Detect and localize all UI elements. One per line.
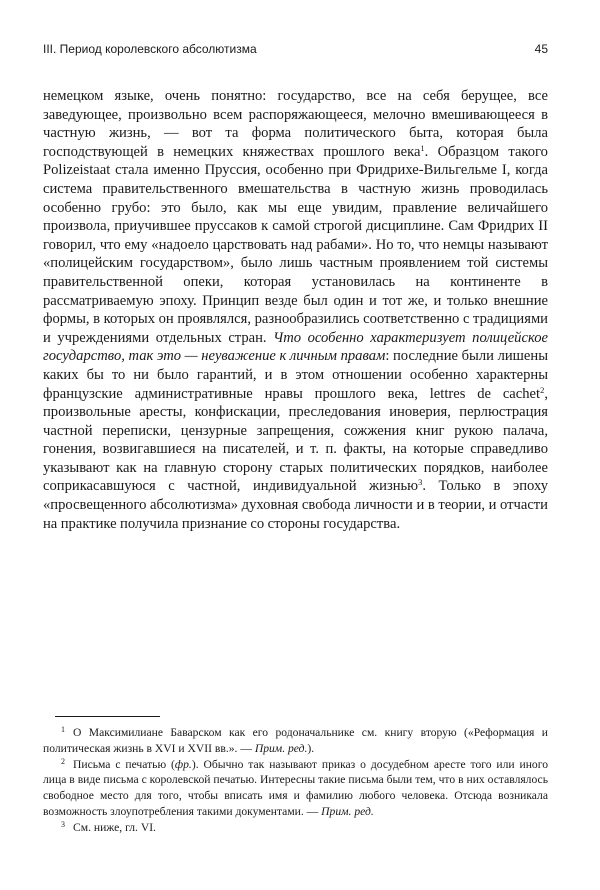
footnote-divider [55,716,160,717]
chapter-title: III. Период королевского абсолютизма [43,42,257,56]
footnote-ref-3: 3 [418,477,423,488]
main-text [43,87,548,533]
footnote-mark-3: 3 [61,819,65,829]
footnote-2-text-a: Письма с печатью ( [73,757,175,771]
body-text-3: : последние были лишены каких бы то ни было гарантий, и в этом отношении особенно характерны французские административные нравы прошлого века, lettres de cachet [43,348,548,402]
footnote-3-text: См. ниже, гл. VI. [73,820,156,834]
emphasized-text: Что особенно характеризует полицейское государство, так это — неуважение к личным правам [43,329,549,365]
footnote-1-tail: ). [307,741,315,755]
footnote-1-text: О Максимилиане Баварском как его родоначальнике см. книгу вторую («Реформация и политическая жизнь в XVI и XVII вв.». — [43,726,548,755]
body-text-1: немецком языке, очень понятно: государство, все на себя берущее, все заведующее, произвольно всем распоряжающееся, мелочно вмешивающееся в частную жизнь, — вот та форма политического быта, которая была господствующей в немецких княжествах прошлого века [43,88,548,160]
footnote-1 [43,725,548,757]
footnote-2-language: фр. [174,757,192,771]
footnote-ref-2: 2 [540,384,545,395]
body-text-4: , произвольные аресты, конфискации, преследования иноверия, перлюстрация частной переписки, цензурные запрещения, сожжения книг рукою палача, гонения, возвигавшиеся на писателей, и т. п. факты, на которые справедливо указывают как на главную сторону старых политических порядков, наиболее соприкасавшуюся с частной, индивидуальной жизнью [43,385,548,495]
footnote-3 [43,820,548,836]
footnote-2-editor-note: Прим. ред. [321,804,374,818]
footnotes [43,725,548,836]
footnote-2-text-b: ). Обычно так называют приказ о досудебном аресте того или иного лица в виде письма с королевской печатью. Интересны такие письма были тем, что в них оставлялось свободное место для того, чтобы вписать имя и фамилию любого человека. Отсюда возникала возможность злоупотребления такими документами. — [43,757,548,818]
footnote-1-editor-note: Прим. ред. [254,741,308,755]
footnote-mark-1: 1 [61,725,65,734]
page-number: 45 [534,42,548,56]
footnote-ref-1: 1 [420,142,425,153]
body-paragraph [43,87,548,533]
body-text-2: . Образцом такого Polizeistaat стала именно Пруссия, особенно при Фридрихе-Вильгельме I, когда система правительственного вмешательства в частную жизнь проводилась особенно грубо: это было, как мы еще увидим, правление величайшего произвола, приучившее пруссаков к самой строгой дисциплине. Сам Фридрих II говорил, что ему «надоело царствовать над рабами». Но то, что немцы называют «полицейским государством», было лишь частным проявлением той системы правительственной опеки, которая установилась на континенте в рассматриваемую эпоху. Принцип везде был один и тот же, и только внешние формы, в которых он проявлялся, разнообразились соответственно с традициями и учреждениями отдельных стран. [43,143,548,346]
footnote-2 [43,757,548,820]
footnote-mark-2: 2 [61,756,65,766]
body-text-5: . Только в эпоху «просвещенного абсолютизма» духовная свобода личности и в теории, и отчасти на практике получила признание со стороны государства. [43,478,548,532]
